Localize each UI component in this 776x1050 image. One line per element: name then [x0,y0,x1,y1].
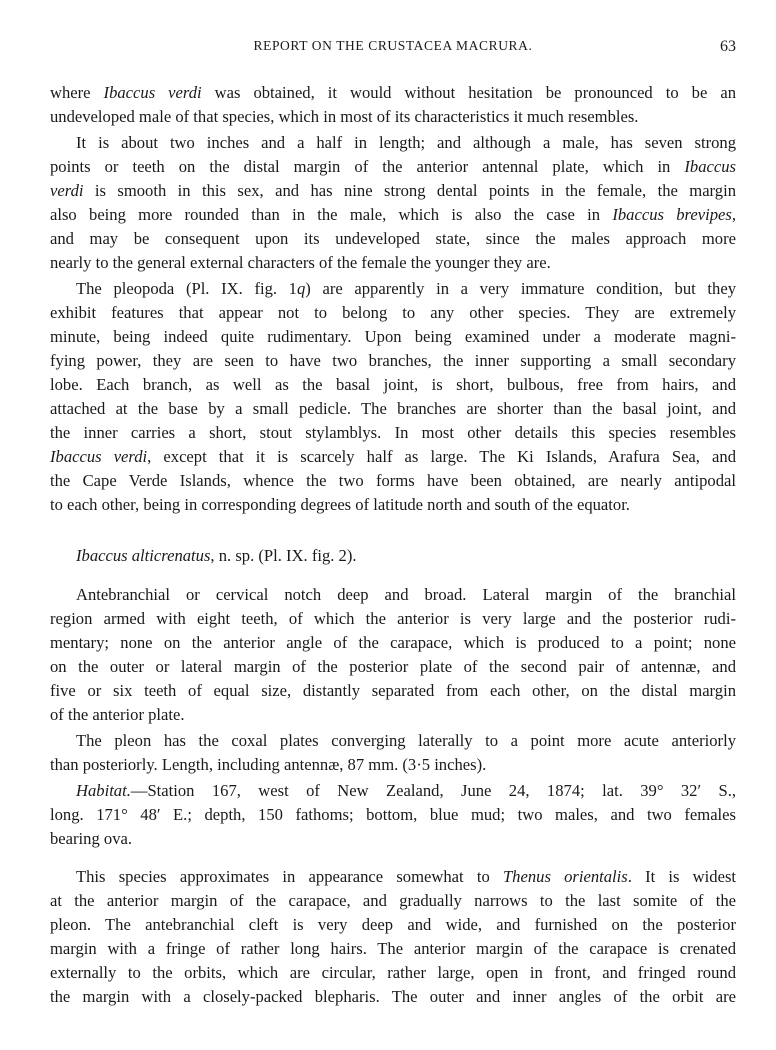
text-line: exhibit features that appear not to belong to any other species. They are extremely [50,303,736,322]
text-line: nearly to the general external characters of the female the younger they are. [50,253,551,272]
text-line: bearing ova. [50,829,133,848]
text-line: minute, being indeed quite rudimentary. Upon being examined under a moderate magni- [50,327,736,346]
text-line: lobe. Each branch, as well as the basal joint, is short, bulbous, free from hairs, and [50,375,736,394]
text-line: five or six teeth of equal size, distantly separated from each other, on the distal margin [50,681,736,700]
running-title: REPORT ON THE CRUSTACEA MACRURA. [253,38,533,53]
text-line: externally to the orbits, which are circular, rather large, open in front, and fringed round [50,963,736,982]
running-header [50,38,736,60]
text-line: margin with a fringe of rather long hairs. The anterior margin of the carapace is crenated [50,939,736,958]
text-line: the inner carries a short, stout stylamblys. In most other details this species resembles [50,423,736,442]
text-line: where Ibaccus verdi was obtained, it would without hesitation be pronounced to be an [50,83,736,102]
page-number: 63 [720,38,736,55]
text-line: This species approximates in appearance somewhat to Thenus orientalis. It is widest [76,867,737,886]
text-line: mentary; none on the anterior angle of the carapace, which is produced to a point; none [50,633,736,652]
text-line: undeveloped male of that species, which in most of its characteristics it much resembles. [50,107,639,126]
text-line: points or teeth on the distal margin of the anterior antennal plate, which in Ibaccus [50,157,736,176]
text-line: and may be consequent upon its undeveloped state, since the males approach more [50,229,736,248]
text-line: The pleopoda (Pl. IX. fig. 1q) are apparently in a very immature condition, but they [76,279,736,298]
species-heading: Ibaccus alticrenatus, n. sp. (Pl. IX. fig. 2). [76,546,357,565]
text-line: The pleon has the coxal plates converging laterally to a point more acute anteriorly [76,731,736,750]
text-line: to each other, being in corresponding degrees of latitude north and south of the equator. [50,495,630,514]
text-line: at the anterior margin of the carapace, and gradually narrows to the last somite of the [50,891,736,910]
habitat-line: Habitat.—Station 167, west of New Zealand, June 24, 1874; lat. 39° 32′ S., [76,781,736,800]
text-line: the Cape Verde Islands, whence the two forms have been obtained, are nearly antipodal [50,471,736,490]
text-line: region armed with eight teeth, of which the anterior is very large and the posterior rudi- [50,609,736,628]
text-line: long. 171° 48′ E.; depth, 150 fathoms; bottom, blue mud; two males, and two females [50,805,736,824]
text-line: pleon. The antebranchial cleft is very deep and wide, and furnished on the posterior [50,915,736,934]
text-line: fying power, they are seen to have two branches, the inner supporting a small secondary [50,351,736,370]
text-line: It is about two inches and a half in length; and although a male, has seven strong [76,133,736,152]
text-line: Antebranchial or cervical notch deep and broad. Lateral margin of the branchial [76,585,736,604]
text-line: Ibaccus verdi, except that it is scarcely half as large. The Ki Islands, Arafura Sea, and [50,447,736,466]
text-line: of the anterior plate. [50,705,185,724]
text-line: the margin with a closely-packed blepharis. The outer and inner angles of the orbit are [50,987,736,1006]
text-line: on the outer or lateral margin of the posterior plate of the second pair of antennæ, and [50,657,736,676]
text-line: attached at the base by a small pedicle. The branches are shorter than the basal joint, and [50,399,736,418]
text-line: verdi is smooth in this sex, and has nine strong dental points in the female, the margin [50,181,736,200]
text-line: also being more rounded than in the male, which is also the case in Ibaccus brevipes, [50,205,736,224]
text-line: than posteriorly. Length, including antennæ, 87 mm. (3·5 inches). [50,755,487,774]
